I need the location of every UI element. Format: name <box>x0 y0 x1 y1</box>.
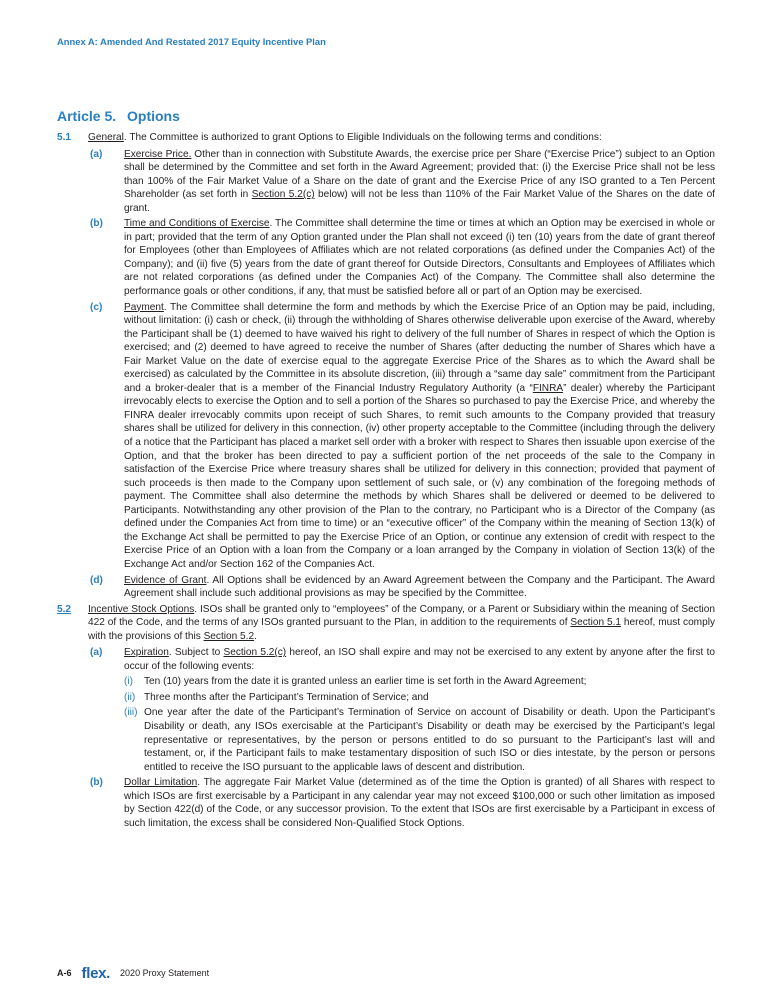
section-reference-link[interactable]: Section 5.1 <box>570 617 622 629</box>
paragraph-heading: Dollar Limitation <box>124 777 198 789</box>
section-5-1 <box>57 131 715 145</box>
section-number: 5.1 <box>57 132 72 143</box>
paragraph-heading: Evidence of Grant <box>124 574 207 586</box>
paragraph-text: . The aggregate Fair Market Value (determined as of the time the Option is granted) of all Shares with respect to which ISOs are first exercisable by a Participant in any calendar year may not exceed $100,000 or such other limitation as imposed by Section 422(d) of the Code, or any successor provision. To the extent that ISOs are first exercisable by a Participant in excess of such limitation, the excess shall be considered Non-Qualified Stock Options. <box>124 777 715 829</box>
paragraph-text: below) will not be less than 110% of the Fair Market Value of the Shares on the date of grant. <box>124 189 715 214</box>
list-item-text: Three months after the Participant’s Termination of Service; and <box>144 691 429 703</box>
article-heading <box>57 108 180 124</box>
paragraph-label: (a) <box>90 148 103 160</box>
paragraph-text: . All Options shall be evidenced by an Award Agreement between the Company and the Participant. The Award Agreement shall include such additional provisions as may be specified by the Committee. <box>124 574 715 600</box>
page-footer <box>57 966 209 980</box>
page-number: A-6 <box>57 968 72 978</box>
paragraph-text: ” dealer) whereby the Participant irrevocably elects to exercise the Option and to sell a portion of the Shares so purchased to pay the Exercise Price, and whereby the FINRA dealer irrevocably commits upon receipt of such Shares, to remit such amounts to the Company provided that treasury shares shall be utilized for delivery in this connection, (iv) other property acceptable to the Committee (including through the delivery of a notice that the Participant has placed a market sell order with a broker with respect to Shares then issuable upon exercise of the Option, and that the broker has been directed to pay a sufficient portion of the net proceeds of the sale to the Company in satisfaction of the Exercise Price where treasury shares shall be utilized for delivery in this connection; provided that payment of such proceeds is then made to the Company upon settlement of such sale, or (v) any combination of the foregoing methods of payment. The Committee shall also determine the methods by which Shares shall be delivered or deemed to be delivered to Participants. Notwithstanding any other provision of the Plan to the contrary, no Participant who is a Director of the Company (as defined under the Companies Act from time to time) or an “executive officer” of the Company within the meaning of Section 13(k) of the Exchange Act shall be permitted to pay the Exercise Price of an Option, or continue any extension of credit with respect to the Exercise Price of an Option with a loan from the Company or a loan arranged by the Company in violation of Section 13(k) of the Exchange Act and/or Section 162 of the Companies Act. <box>124 382 716 570</box>
list-item-text: One year after the date of the Participant’s Termination of Service on account of Disability or death. Upon the Participant’s Disability or death, any ISOs exercisable at the Participant’s Disability or death may be exercised by the Participant’s legal representative or representatives, by the person or persons entitled to do so pursuant to the Participant’s last will and testament, or, if the Participant fails to make testamentary disposition of such ISO or dies intestate, by the person or persons entitled to receive the ISO pursuant to the applicable laws of descent and distribution. <box>144 707 715 773</box>
paragraph-text: . Subject to <box>168 647 224 659</box>
article-number: Article 5. <box>57 108 117 124</box>
paragraph-5-2-a <box>57 646 715 673</box>
section-reference-link[interactable]: Section 5.2(c) <box>223 647 287 659</box>
publication-title: 2020 Proxy Statement <box>120 968 210 978</box>
paragraph-heading: Time and Conditions of Exercise <box>124 218 270 230</box>
article-title: Options <box>127 108 180 124</box>
paragraph-text: . The Committee shall determine the time or times at which an Option may be exercised in whole or in part; provided that the term of any Option granted under the Plan shall not exceed (i) ten (10) years from the date of grant thereof for Employees (other than Employees of Affiliates which are not related corporations (as defined under the Companies Act) of the Company); and (ii) five (5) years from the date of grant thereof for Outside Directors, Consultants and Employees of Affiliates which are not related corporations (as defined under the Companies Act) of the Company. The Committee shall also determine the performance goals or other conditions, if any, that must be satisfied before all or part of an Option may be exercised. <box>124 218 715 298</box>
defined-term: FINRA <box>532 382 564 394</box>
list-item-label: (i) <box>124 676 133 688</box>
paragraph-heading: Expiration <box>124 647 169 659</box>
section-text: hereof, must comply with the provisions of this <box>88 617 715 642</box>
paragraph-5-1-d <box>57 574 715 601</box>
list-item <box>57 706 715 774</box>
section-5-2 <box>57 603 715 644</box>
paragraph-text: Other than in connection with Substitute Awards, the exercise price per Share (“Exercise Price”) subject to an Option shall be determined by the Committee and set forth in the Award Agreement; provided that: (i) the Exercise Price shall not be less than 100% of the Fair Market Value of a Share on the date of grant and the Exercise Price of any ISO granted to a Ten Percent Shareholder (as set forth in <box>124 148 716 201</box>
list-item <box>57 675 715 689</box>
logo-wordmark: flex <box>81 964 107 982</box>
paragraph-label: (a) <box>90 647 103 659</box>
paragraph-label: (d) <box>90 574 103 586</box>
paragraph-heading: Payment <box>124 301 164 313</box>
list-item-label: (iii) <box>124 707 138 719</box>
logo-dot: . <box>106 964 111 982</box>
section-text: . ISOs shall be granted only to “employees” of the Company, or a Parent or Subsidiary within the meaning of Section 422 of the Code, and the terms of any ISOs granted pursuant to the Plan, in addition to the requirements of <box>88 603 716 629</box>
list-item-label: (ii) <box>124 691 136 703</box>
paragraph-text: . The Committee shall determine the form and methods by which the Exercise Price of an Option may be paid, including, without limitation: (i) cash or check, (ii) through the withholding of Shares otherwise deliverable upon exercise of the Award, whereby the Participant shall be (1) deemed to have waived his right to delivery of the full number of Shares in respect of which the Option is exercised; and (2) deemed to have agreed to receive the number of Shares (after deducting the number of Shares which have a Fair Market Value on the date of exercise equal to the aggregate Exercise Price of the Shares as to which the Award shall be exercised) as calculated by the Committee in its absolute discretion, (iii) through a “same day sale” commitment from the Participant and a broker-dealer that is a member of the Financial Industry Regulatory Authority (a “ <box>124 301 715 394</box>
section-number: 5.2 <box>57 603 72 615</box>
paragraph-5-1-b <box>57 217 715 298</box>
section-reference-link[interactable]: Section 5.2 <box>203 630 255 642</box>
paragraph-label: (b) <box>90 218 103 230</box>
list-item-text: Ten (10) years from the date it is granted unless an earlier time is set forth in the Award Agreement; <box>144 676 587 688</box>
paragraph-label: (c) <box>90 301 103 313</box>
section-heading: General <box>88 132 124 143</box>
paragraph-label: (b) <box>90 777 103 789</box>
article-body <box>57 131 715 832</box>
running-header: Annex A: Amended And Restated 2017 Equity Incentive Plan <box>57 36 326 47</box>
paragraph-heading: Exercise Price. <box>124 148 192 160</box>
section-text: . <box>254 630 257 642</box>
paragraph-5-1-c <box>57 301 715 572</box>
paragraph-text: hereof, an ISO shall expire and may not be exercised to any extent by anyone after the first to occur of the following events: <box>124 647 715 672</box>
section-heading: Incentive Stock Options <box>88 603 195 615</box>
section-text: . The Committee is authorized to grant Options to Eligible Individuals on the following terms and conditions: <box>123 132 602 143</box>
list-item <box>57 691 715 705</box>
flex-logo <box>82 965 111 982</box>
paragraph-5-2-b <box>57 776 715 830</box>
section-reference-link[interactable]: Section 5.2(c) <box>251 189 315 201</box>
paragraph-5-1-a <box>57 148 715 216</box>
